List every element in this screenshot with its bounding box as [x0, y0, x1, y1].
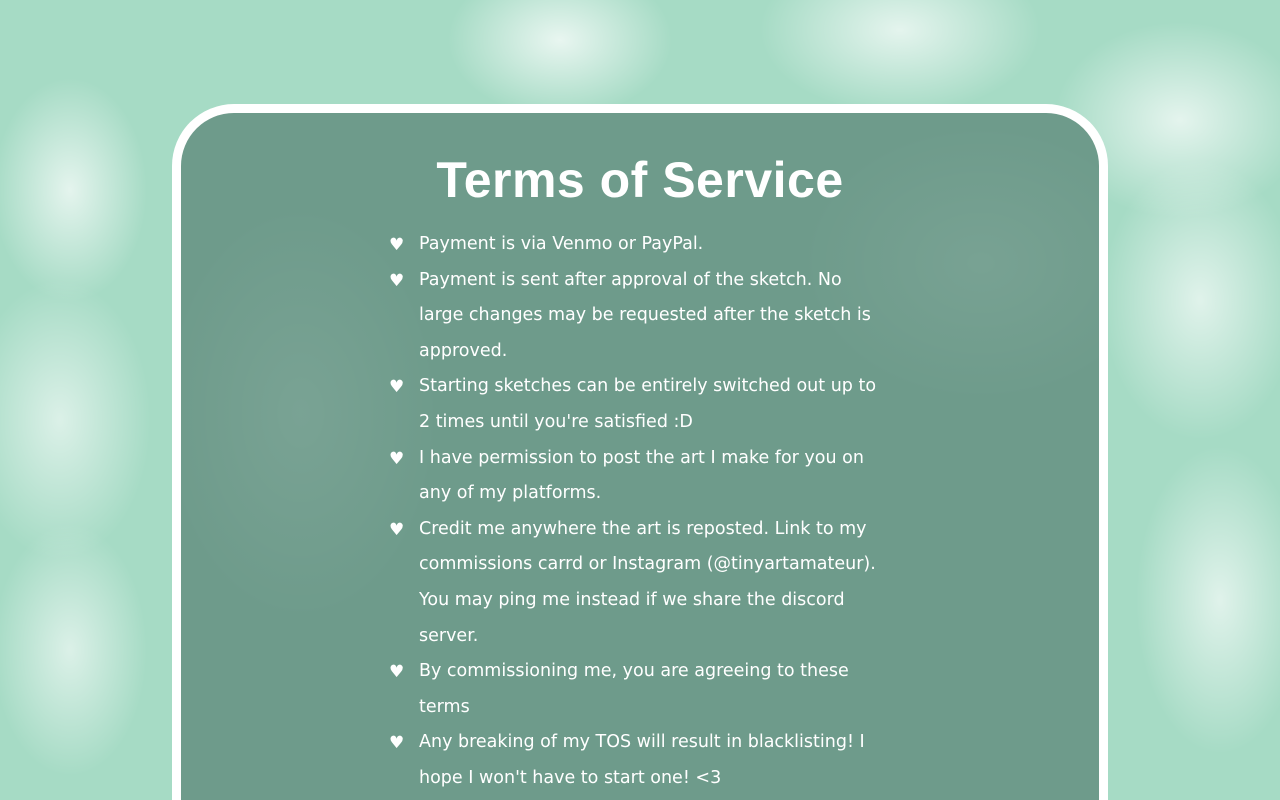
- term-text: Payment is sent after approval of the sketch. No large changes may be requested after the sketch is approved.: [419, 269, 871, 361]
- term-text: Starting sketches can be entirely switched out up to 2 times until you're satisfied :D: [419, 376, 877, 432]
- list-item: [389, 441, 889, 512]
- heart-icon: ♥: [389, 519, 405, 540]
- tos-card: [172, 104, 1108, 800]
- heart-icon: ♥: [389, 448, 405, 469]
- heart-icon: ♥: [389, 377, 405, 398]
- list-item: [389, 512, 889, 654]
- list-item: [389, 369, 889, 440]
- term-text: By commissioning me, you are agreeing to these terms: [419, 661, 849, 717]
- heart-icon: ♥: [389, 662, 405, 683]
- list-item: [389, 725, 889, 796]
- list-item: [389, 654, 889, 725]
- term-text: I have permission to post the art I make for you on any of my platforms.: [419, 447, 864, 504]
- terms-list: [389, 227, 889, 797]
- list-item: [389, 227, 889, 263]
- term-text: Payment is via Venmo or PayPal.: [419, 234, 704, 254]
- heart-icon: ♥: [389, 235, 405, 255]
- term-text: Any breaking of my TOS will result in blacklisting! I hope I won't have to start one! <3: [419, 732, 865, 788]
- list-item: [389, 263, 889, 370]
- heart-icon: ♥: [389, 270, 405, 291]
- heart-icon: ♥: [389, 733, 405, 754]
- page-title: Terms of Service: [436, 152, 844, 208]
- term-text: Credit me anywhere the art is reposted. Link to my commissions carrd or Instagram (@tinyartamateur). You may ping me instead if we share the discord server.: [419, 518, 876, 646]
